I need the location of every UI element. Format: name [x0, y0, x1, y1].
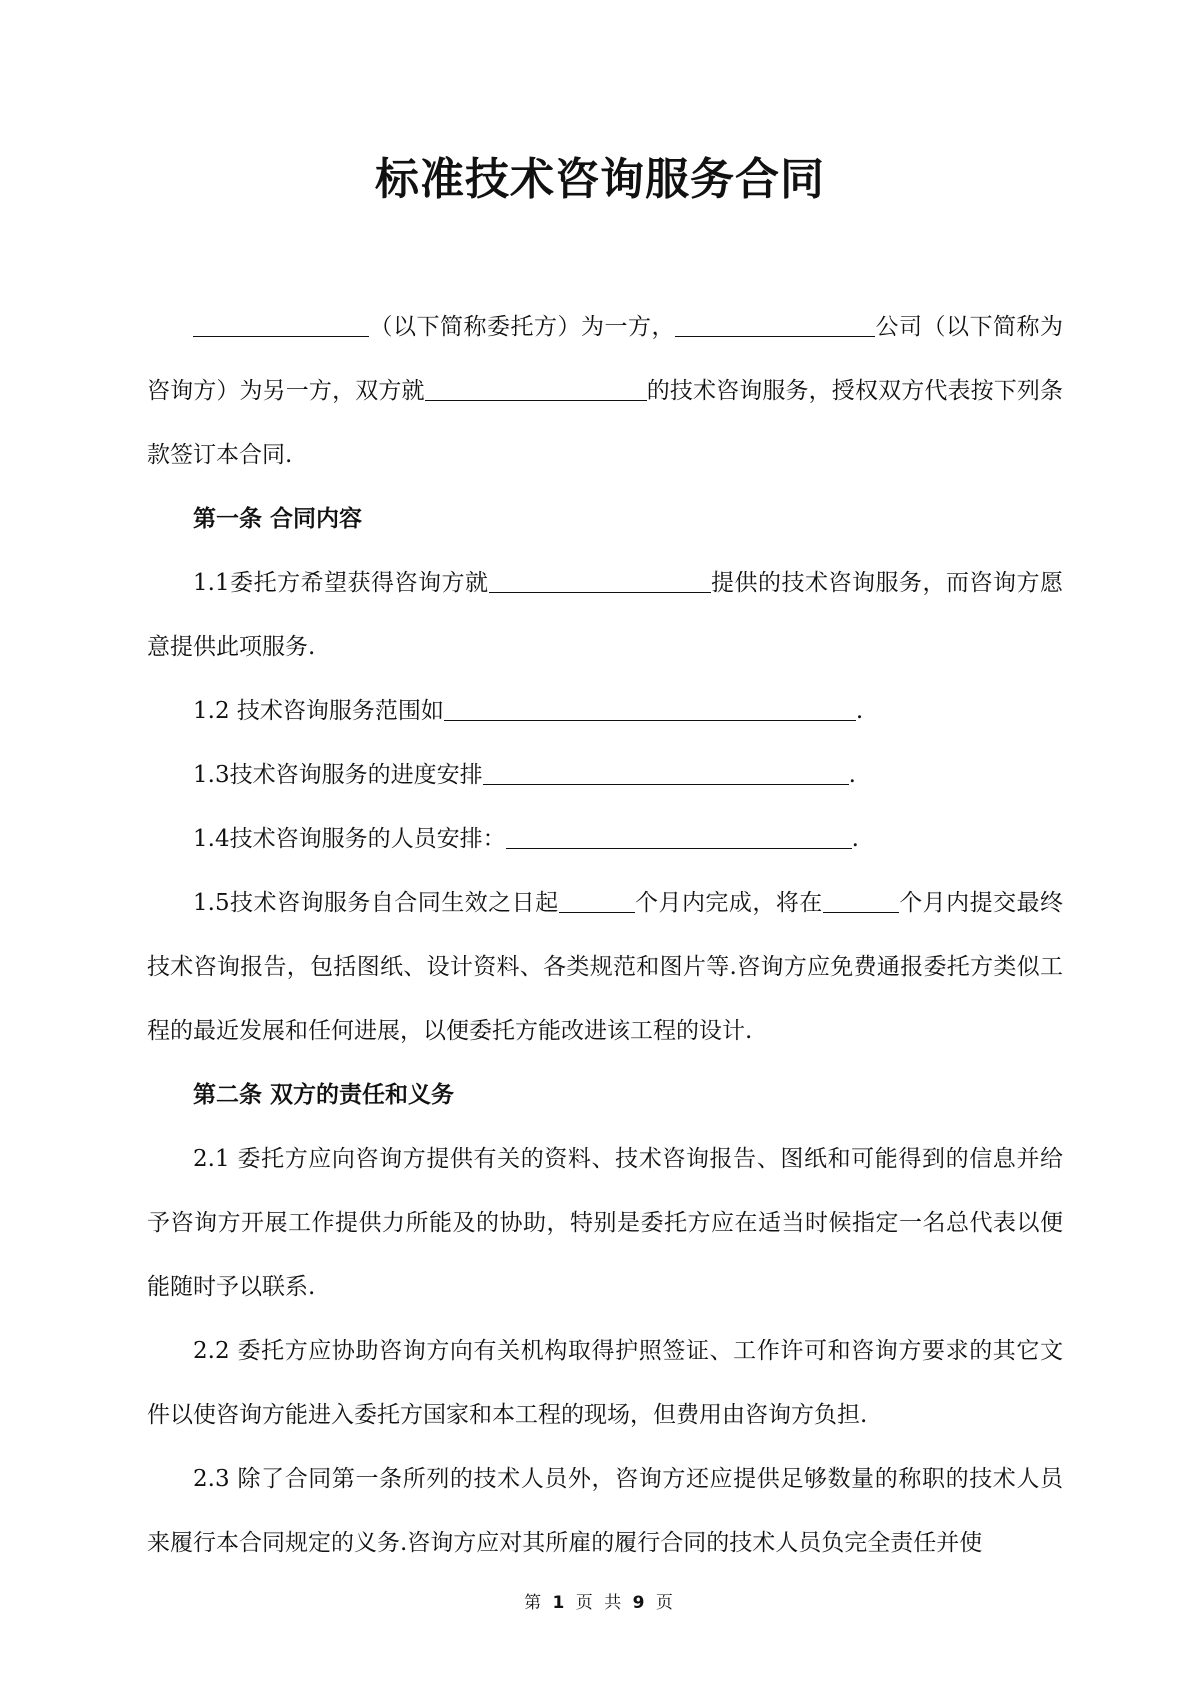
- blank-field[interactable]: [444, 698, 856, 721]
- clause-text: 1.5技术咨询服务自合同生效之日起: [193, 890, 559, 916]
- clause-text: 1.3技术咨询服务的进度安排: [193, 762, 483, 788]
- blank-field[interactable]: [559, 890, 635, 913]
- document-title: 标准技术咨询服务合同: [375, 154, 825, 205]
- clause-text: 1.2 技术咨询服务范围如: [193, 698, 444, 724]
- intro-text-1: （以下简称委托方）为一方，: [369, 314, 675, 340]
- clause-text: 1.1委托方希望获得咨询方就: [193, 570, 489, 596]
- clause-1-4: [147, 807, 1063, 871]
- clause-text: 个月内提交最终技术咨询报告，包括图纸、设计资料、各类规范和图片等.咨询方应免费通报委托方类似工程的最近发展和任何进展，以便委托方能改进该工程的设计.: [147, 890, 1064, 1044]
- blank-field[interactable]: [425, 378, 647, 401]
- intro-text-3: 的技术咨询服务，授权双方代表按下列条款签订本合同.: [147, 378, 1064, 468]
- intro-text-2: 公司（以下简称为咨询方）为另一方，双方就: [147, 314, 1063, 404]
- blank-field[interactable]: [193, 314, 369, 337]
- clause-1-1: [147, 551, 1063, 679]
- clause-text: 个月内完成，将在: [634, 890, 823, 916]
- clause-text: 1.4技术咨询服务的人员安排：: [193, 826, 506, 852]
- footer-text: 第: [524, 1593, 545, 1613]
- page-number: 1: [552, 1593, 568, 1613]
- clause-text: .: [848, 762, 856, 788]
- total-pages: 9: [632, 1593, 648, 1613]
- clause-2-1: 2.1 委托方应向咨询方提供有关的资料、技术咨询报告、图纸和可能得到的信息并给予咨询方开展工作提供力所能及的协助，特别是委托方应在适当时候指定一名总代表以便能随时予以联系.: [147, 1146, 1063, 1300]
- article-1-heading: 第一条 合同内容: [193, 506, 363, 532]
- clause-1-2: [147, 679, 1063, 743]
- clause-text: 提供的技术咨询服务，而咨询方愿意提供此项服务.: [147, 570, 1064, 660]
- article-2-heading: 第二条 双方的责任和义务: [193, 1082, 455, 1108]
- clause-text: .: [851, 826, 859, 852]
- intro-paragraph: [147, 295, 1063, 487]
- blank-field[interactable]: [506, 826, 852, 849]
- blank-field[interactable]: [483, 762, 849, 785]
- clause-2-2: 2.2 委托方应协助咨询方向有关机构取得护照签证、工作许可和咨询方要求的其它文件以使咨询方能进入委托方国家和本工程的现场，但费用由咨询方负担.: [147, 1338, 1063, 1428]
- clause-text: .: [855, 698, 864, 724]
- clause-1-5: [147, 871, 1063, 1063]
- blank-field[interactable]: [823, 890, 899, 913]
- footer-text: 页 共: [575, 1593, 625, 1613]
- page-footer: [0, 1588, 1200, 1613]
- blank-field[interactable]: [675, 314, 875, 337]
- blank-field[interactable]: [489, 570, 711, 593]
- document-body: [147, 295, 1063, 1575]
- clause-1-3: [147, 743, 1063, 807]
- footer-text: 页: [655, 1593, 676, 1613]
- clause-2-3: 2.3 除了合同第一条所列的技术人员外，咨询方还应提供足够数量的称职的技术人员来履行本合同规定的义务.咨询方应对其所雇的履行合同的技术人员负完全责任并使: [147, 1466, 1063, 1556]
